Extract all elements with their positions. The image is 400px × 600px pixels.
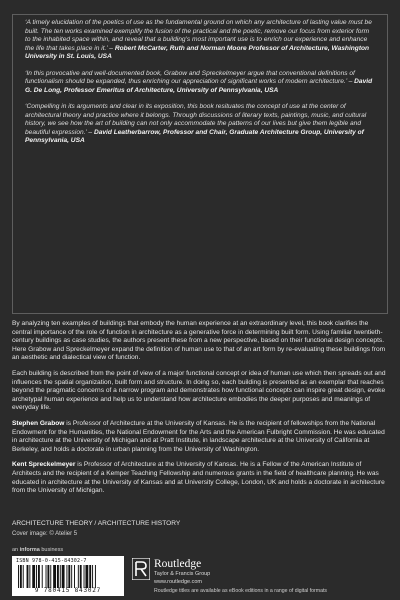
informa-prefix: an (12, 547, 20, 553)
informa-suffix: business (39, 547, 64, 553)
quote-text: ‘Compelling in its arguments and clear in its exposition, this book resituates the concept of use at the center of architectural theory and practice where it belongs. Through discussions of literary texts, paintings, music, and cultural history, we see how the art of building can not only accommodate the patterns of our lives but give them legible and beautiful expression.’ – (25, 103, 367, 136)
publisher-url: www.routledge.com (154, 579, 202, 585)
publisher-name: Routledge (154, 558, 202, 570)
subject-category: ARCHITECTURE THEORY / ARCHITECTURE HISTORY (12, 520, 181, 527)
author-bio-grabow (12, 420, 388, 454)
author-bio-text: is Professor of Architecture at the University of Kansas. He is the recipient of fellowships from the National Endowment for the Humanities, the National Endowment for the Arts and the American Fulbright Commission. He was educated in architecture at the University of Michigan and at Pratt Institute, in landscape architecture at the University of California at Berkeley, and holds a doctorate in urban planning from the University of Washington. (12, 419, 385, 453)
quote-text: ‘A timely elucidation of the poetics of use as the fundamental ground on which any architecture of lasting value must be built. The ten works examined exemplify the fusion of the practical and the poetic, remove our focus from exterior form to the inhabited space within, and reveal that a building’s most important use is to enrich our experience and enhance the life that takes place in it.’ – (25, 19, 372, 52)
cover-image-credit: Cover image: © Atelier 5 (12, 531, 78, 537)
endorsement-quote-1 (25, 19, 375, 62)
informa-brand: informa (19, 547, 40, 553)
description-paragraph-1: By analyzing ten examples of buildings that embody the human experience at an extraordinary level, this book clarifies the central importance of the role of function in architecture as a generative force in determining built form. Using familiar twentieth-century buildings as case studies, the authors present these from a new perspective, based on their functional design concepts. Here Grabow and Spreckelmeyer expand the definition of human use to that of an art form by re-evaluating these buildings from an aesthetic and dialectical view of function. (12, 320, 386, 362)
quote-attribution: David G. De Long, Professor Emeritus of Architecture, University of Pennsylvania, USA (25, 78, 373, 94)
ean-digits: 9 780415 843027 (34, 587, 102, 594)
description-paragraph-2: Each building is described from the point of view of a major functional concept or idea of human use which then spreads out and influences the spatial organization, built form and structure. In doing so, each building is presented as an exemplar that reaches beyond the pragmatic concerns of a narrow program and demonstrates how functional concepts can inspire great design, evoke archetypal human experience and help us to understand how architecture embodies the deeper purposes and meanings of everyday life. (12, 369, 386, 412)
isbn-barcode (12, 556, 124, 596)
author-bio-spreckelmeyer (12, 461, 388, 495)
ebook-availability-note: Routledge titles are available as eBook editions in a range of digital formats (154, 588, 328, 594)
endorsements-box (12, 14, 388, 314)
barcode-bars (16, 565, 120, 588)
endorsement-quote-3 (25, 103, 375, 146)
informa-business-line (12, 547, 63, 553)
quote-attribution: Robert McCarter, Ruth and Norman Moore Professor of Architecture, Washington University in St. Louis, USA (25, 44, 370, 60)
quote-attribution: David Leatherbarrow, Professor and Chair, Graduate Architecture Group, University of Pennsylvania, USA (25, 128, 364, 144)
publisher-block (132, 556, 392, 586)
author-name: Stephen Grabow (12, 419, 65, 427)
author-bio-text: is Professor of Architecture at the University of Kansas. He is a Fellow of the American Institute of Architects and the recipient of a Kemper Teaching Fellowship and numerous grants in the field of healthcare planning. He was educated in architecture at the University of Kansas and at University College, London, UK and holds a doctorate in architecture from the University of Michigan. (12, 461, 385, 495)
routledge-logo-icon (132, 558, 150, 580)
publisher-group: Taylor & Francis Group (154, 571, 211, 577)
endorsement-quote-2 (25, 70, 375, 96)
author-name: Kent Spreckelmeyer (12, 461, 76, 469)
quote-text: ‘In this provocative and well-documented book, Grabow and Spreckelmeyer argue that conventional definitions of functionalism should be expanded, thus enriching our appreciation of significant works of modern architecture.’ – (25, 69, 355, 85)
isbn-text: ISBN 978-0-415-84302-7 (16, 558, 87, 564)
description-area (12, 320, 388, 503)
